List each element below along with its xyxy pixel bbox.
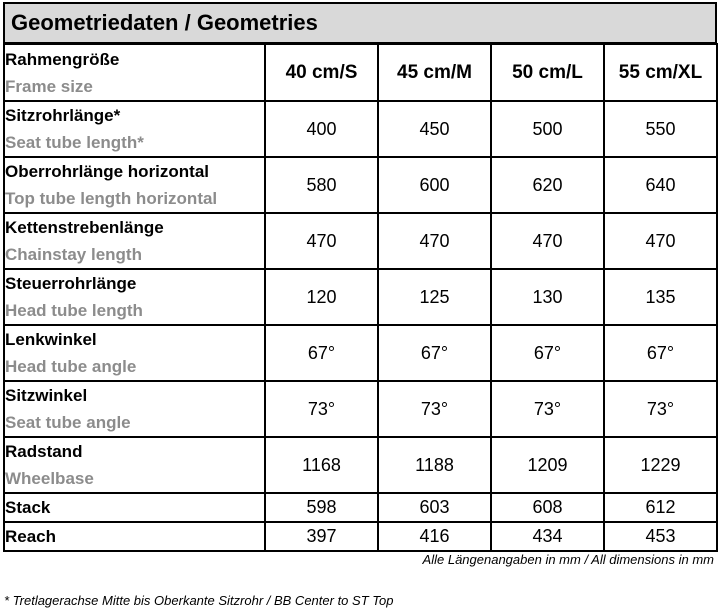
row-label-en: Wheelbase <box>5 469 94 488</box>
size-header-xl: 55 cm/XL <box>604 44 717 101</box>
cell-value: 67° <box>378 325 491 381</box>
row-label <box>4 493 265 522</box>
row-label <box>4 437 265 493</box>
table-row <box>4 269 717 325</box>
row-label-de: Lenkwinkel <box>5 330 97 349</box>
cell-value: 600 <box>378 157 491 213</box>
cell-value: 470 <box>491 213 604 269</box>
cell-value: 550 <box>604 101 717 157</box>
table-row <box>4 381 717 437</box>
cell-value: 397 <box>265 522 378 551</box>
cell-value: 470 <box>378 213 491 269</box>
table-row <box>4 213 717 269</box>
cell-value: 608 <box>491 493 604 522</box>
row-label-en: Seat tube angle <box>5 413 131 432</box>
size-header-l: 50 cm/L <box>491 44 604 101</box>
cell-value: 500 <box>491 101 604 157</box>
row-label <box>4 522 265 551</box>
row-label <box>4 269 265 325</box>
cell-value: 73° <box>604 381 717 437</box>
table-row <box>4 493 717 522</box>
table-row <box>4 101 717 157</box>
row-label-de: Steuerrohrlänge <box>5 274 137 293</box>
cell-value: 640 <box>604 157 717 213</box>
table-row <box>4 437 717 493</box>
size-header-s: 40 cm/S <box>265 44 378 101</box>
frame-size-header <box>4 44 265 101</box>
cell-value: 73° <box>491 381 604 437</box>
row-label-en: Chainstay length <box>5 245 142 264</box>
cell-value: 67° <box>604 325 717 381</box>
cell-value: 612 <box>604 493 717 522</box>
cell-value: 434 <box>491 522 604 551</box>
row-label-de: Sitzwinkel <box>5 386 88 405</box>
row-label <box>4 213 265 269</box>
row-label-en: Head tube angle <box>5 357 137 376</box>
cell-value: 598 <box>265 493 378 522</box>
frame-size-label-en: Frame size <box>5 76 93 96</box>
row-label-de: Kettenstrebenlänge <box>5 218 164 237</box>
table-row <box>4 157 717 213</box>
cell-value: 470 <box>265 213 378 269</box>
geometry-table <box>3 43 718 552</box>
row-label-de: Radstand <box>5 442 83 461</box>
cell-value: 120 <box>265 269 378 325</box>
table-title: Geometriedaten / Geometries <box>3 2 717 44</box>
row-label-en: Seat tube length* <box>5 133 144 152</box>
cell-value: 453 <box>604 522 717 551</box>
row-label-de: Sitzrohrlänge* <box>5 106 121 125</box>
cell-value: 125 <box>378 269 491 325</box>
cell-value: 135 <box>604 269 717 325</box>
cell-value: 73° <box>265 381 378 437</box>
cell-value: 450 <box>378 101 491 157</box>
row-label-de: Reach <box>5 527 57 546</box>
frame-size-label-de: Rahmengröße <box>5 49 120 69</box>
row-label-de: Stack <box>5 498 51 517</box>
cell-value: 67° <box>491 325 604 381</box>
cell-value: 470 <box>604 213 717 269</box>
cell-value: 416 <box>378 522 491 551</box>
table-row <box>4 325 717 381</box>
row-label-de: Oberrohrlänge horizontal <box>5 162 210 181</box>
cell-value: 620 <box>491 157 604 213</box>
footnote: * Tretlagerachse Mitte bis Oberkante Sitzrohr / BB Center to ST Top <box>4 593 394 608</box>
units-note: Alle Längenangaben in mm / All dimensions in mm <box>422 552 714 567</box>
cell-value: 580 <box>265 157 378 213</box>
cell-value: 1229 <box>604 437 717 493</box>
row-label <box>4 157 265 213</box>
cell-value: 1188 <box>378 437 491 493</box>
row-label-en: Top tube length horizontal <box>5 189 218 208</box>
cell-value: 67° <box>265 325 378 381</box>
cell-value: 73° <box>378 381 491 437</box>
row-label <box>4 325 265 381</box>
cell-value: 603 <box>378 493 491 522</box>
cell-value: 1168 <box>265 437 378 493</box>
header-row <box>4 44 717 101</box>
cell-value: 400 <box>265 101 378 157</box>
cell-value: 1209 <box>491 437 604 493</box>
size-header-m: 45 cm/M <box>378 44 491 101</box>
cell-value: 130 <box>491 269 604 325</box>
table-row <box>4 522 717 551</box>
row-label-en: Head tube length <box>5 301 143 320</box>
row-label <box>4 381 265 437</box>
row-label <box>4 101 265 157</box>
